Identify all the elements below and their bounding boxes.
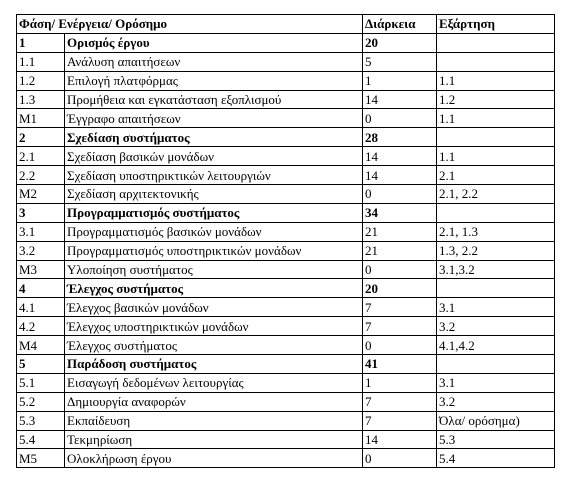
row-name-cell: Έλεγχος βασικών μονάδων bbox=[65, 298, 363, 317]
row-dependency-cell bbox=[437, 52, 555, 71]
row-duration-cell: 20 bbox=[363, 33, 437, 52]
row-duration-cell: 7 bbox=[363, 317, 437, 336]
row-duration-cell: 7 bbox=[363, 298, 437, 317]
row-id-cell: 4.2 bbox=[17, 317, 65, 336]
row-duration-cell: 21 bbox=[363, 222, 437, 241]
row-id-cell: 4.1 bbox=[17, 298, 65, 317]
row-duration-cell: 41 bbox=[363, 355, 437, 374]
table-row bbox=[17, 449, 555, 468]
row-id-cell: 5.1 bbox=[17, 373, 65, 392]
table-row bbox=[17, 317, 555, 336]
table-row bbox=[17, 241, 555, 260]
row-duration-cell: 0 bbox=[363, 109, 437, 128]
row-dependency-cell: 2.1, 2.2 bbox=[437, 185, 555, 204]
row-dependency-cell: 5.3 bbox=[437, 430, 555, 449]
row-name-cell: Προγραμματισμός συστήματος bbox=[65, 203, 363, 222]
row-id-cell: M3 bbox=[17, 260, 65, 279]
row-dependency-cell: 4.1,4.2 bbox=[437, 336, 555, 355]
row-name-cell: Ορισμός έργου bbox=[65, 33, 363, 52]
header-duration: Διάρκεια bbox=[363, 15, 437, 34]
table-row bbox=[17, 373, 555, 392]
row-dependency-cell bbox=[437, 355, 555, 374]
row-name-cell: Προγραμματισμός υποστηρικτικών μονάδων bbox=[65, 241, 363, 260]
row-dependency-cell: 1.1 bbox=[437, 147, 555, 166]
row-name-cell: Προγραμματισμός βασικών μονάδων bbox=[65, 222, 363, 241]
row-name-cell: Έγγραφο απαιτήσεων bbox=[65, 109, 363, 128]
row-id-cell: 1.3 bbox=[17, 90, 65, 109]
row-duration-cell: 0 bbox=[363, 260, 437, 279]
row-dependency-cell: 3.1,3.2 bbox=[437, 260, 555, 279]
row-name-cell: Έλεγχος συστήματος bbox=[65, 336, 363, 355]
row-name-cell: Σχεδίαση συστήματος bbox=[65, 128, 363, 147]
row-id-cell: 4 bbox=[17, 279, 65, 298]
row-id-cell: M4 bbox=[17, 336, 65, 355]
header-dependency: Εξάρτηση bbox=[437, 15, 555, 34]
row-id-cell: 3 bbox=[17, 203, 65, 222]
row-dependency-cell bbox=[437, 203, 555, 222]
row-id-cell: 2 bbox=[17, 128, 65, 147]
row-name-cell: Σχεδίαση υποστηρικτικών λειτουργιών bbox=[65, 166, 363, 185]
row-dependency-cell: 1.1 bbox=[437, 109, 555, 128]
row-dependency-cell: 3.1 bbox=[437, 298, 555, 317]
table-header-row bbox=[17, 15, 555, 34]
row-dependency-cell: 2.1 bbox=[437, 166, 555, 185]
row-name-cell: Εισαγωγή δεδομένων λειτουργίας bbox=[65, 373, 363, 392]
row-dependency-cell: 1.3, 2.2 bbox=[437, 241, 555, 260]
row-duration-cell: 1 bbox=[363, 373, 437, 392]
phase-row bbox=[17, 33, 555, 52]
row-duration-cell: 20 bbox=[363, 279, 437, 298]
row-id-cell: 1.2 bbox=[17, 71, 65, 90]
row-id-cell: 2.1 bbox=[17, 147, 65, 166]
row-duration-cell: 5 bbox=[363, 52, 437, 71]
row-id-cell: M2 bbox=[17, 185, 65, 204]
row-name-cell: Παράδοση συστήματος bbox=[65, 355, 363, 374]
project-plan-table bbox=[16, 14, 555, 468]
row-duration-cell: 14 bbox=[363, 147, 437, 166]
row-name-cell: Ανάλυση απαιτήσεων bbox=[65, 52, 363, 71]
table-row bbox=[17, 260, 555, 279]
row-dependency-cell: 3.2 bbox=[437, 317, 555, 336]
table-row bbox=[17, 298, 555, 317]
row-name-cell: Έλεγχος συστήματος bbox=[65, 279, 363, 298]
row-duration-cell: 1 bbox=[363, 71, 437, 90]
table-row bbox=[17, 185, 555, 204]
row-dependency-cell: 3.2 bbox=[437, 392, 555, 411]
phase-row bbox=[17, 355, 555, 374]
row-name-cell: Δημιουργία αναφορών bbox=[65, 392, 363, 411]
table-row bbox=[17, 90, 555, 109]
row-name-cell: Έλεγχος υποστηρικτικών μονάδων bbox=[65, 317, 363, 336]
row-duration-cell: 14 bbox=[363, 166, 437, 185]
row-duration-cell: 7 bbox=[363, 392, 437, 411]
row-duration-cell: 21 bbox=[363, 241, 437, 260]
row-id-cell: 2.2 bbox=[17, 166, 65, 185]
row-id-cell: 1.1 bbox=[17, 52, 65, 71]
phase-row bbox=[17, 128, 555, 147]
row-dependency-cell: Όλα/ ορόσημα) bbox=[437, 411, 555, 430]
row-duration-cell: 28 bbox=[363, 128, 437, 147]
row-id-cell: M1 bbox=[17, 109, 65, 128]
row-dependency-cell bbox=[437, 128, 555, 147]
table-row bbox=[17, 430, 555, 449]
row-name-cell: Σχεδίαση βασικών μονάδων bbox=[65, 147, 363, 166]
table-row bbox=[17, 166, 555, 185]
row-name-cell: Υλοποίηση συστήματος bbox=[65, 260, 363, 279]
phase-row bbox=[17, 203, 555, 222]
row-dependency-cell: 2.1, 1.3 bbox=[437, 222, 555, 241]
header-phase: Φάση/ Ενέργεια/ Ορόσημο bbox=[17, 15, 363, 34]
row-name-cell: Τεκμηρίωση bbox=[65, 430, 363, 449]
row-id-cell: 5 bbox=[17, 355, 65, 374]
row-duration-cell: 0 bbox=[363, 336, 437, 355]
row-name-cell: Σχεδίαση αρχιτεκτονικής bbox=[65, 185, 363, 204]
project-plan-wrapper bbox=[16, 14, 555, 468]
table-row bbox=[17, 336, 555, 355]
row-id-cell: 3.2 bbox=[17, 241, 65, 260]
table-row bbox=[17, 71, 555, 90]
table-row bbox=[17, 411, 555, 430]
row-name-cell: Ολοκλήρωση έργου bbox=[65, 449, 363, 468]
row-name-cell: Επιλογή πλατφόρμας bbox=[65, 71, 363, 90]
table-row bbox=[17, 52, 555, 71]
table-row bbox=[17, 147, 555, 166]
row-dependency-cell bbox=[437, 33, 555, 52]
row-duration-cell: 14 bbox=[363, 430, 437, 449]
row-name-cell: Προμήθεια και εγκατάσταση εξοπλισμού bbox=[65, 90, 363, 109]
row-id-cell: 3.1 bbox=[17, 222, 65, 241]
row-id-cell: 1 bbox=[17, 33, 65, 52]
table-row bbox=[17, 222, 555, 241]
row-dependency-cell bbox=[437, 279, 555, 298]
phase-row bbox=[17, 279, 555, 298]
table-row bbox=[17, 109, 555, 128]
row-dependency-cell: 1.1 bbox=[437, 71, 555, 90]
row-duration-cell: 14 bbox=[363, 90, 437, 109]
table-row bbox=[17, 392, 555, 411]
row-id-cell: 5.4 bbox=[17, 430, 65, 449]
row-name-cell: Εκπαίδευση bbox=[65, 411, 363, 430]
row-dependency-cell: 5.4 bbox=[437, 449, 555, 468]
row-duration-cell: 7 bbox=[363, 411, 437, 430]
row-duration-cell: 0 bbox=[363, 449, 437, 468]
row-duration-cell: 0 bbox=[363, 185, 437, 204]
row-id-cell: 5.2 bbox=[17, 392, 65, 411]
row-id-cell: M5 bbox=[17, 449, 65, 468]
row-dependency-cell: 1.2 bbox=[437, 90, 555, 109]
row-id-cell: 5.3 bbox=[17, 411, 65, 430]
table-body bbox=[17, 33, 555, 467]
row-duration-cell: 34 bbox=[363, 203, 437, 222]
row-dependency-cell: 3.1 bbox=[437, 373, 555, 392]
